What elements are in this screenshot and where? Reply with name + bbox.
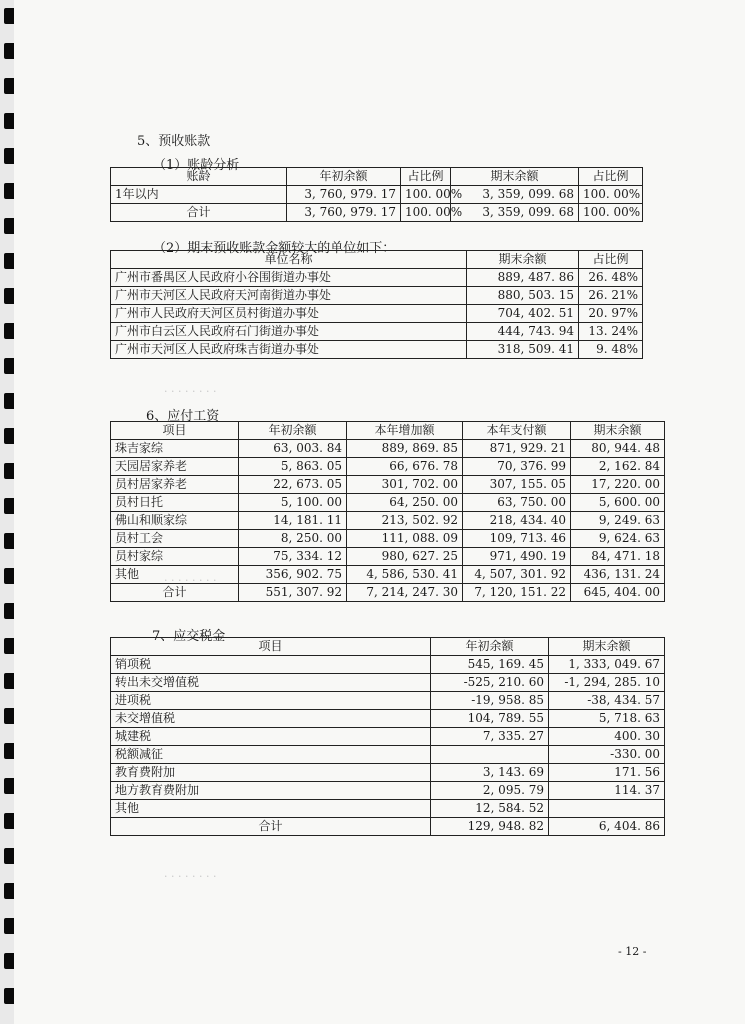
table-cell: 22, 673. 05 [239, 476, 347, 494]
table-cell: 70, 376. 99 [463, 458, 571, 476]
table-row [111, 186, 643, 204]
table-row [111, 674, 665, 692]
table-row [111, 476, 665, 494]
table-cell: 9, 249. 63 [571, 512, 665, 530]
table-cell: 551, 307. 92 [239, 584, 347, 602]
table-cell: 合计 [111, 584, 239, 602]
table-cell: 1, 333, 049. 67 [549, 656, 665, 674]
table-row [111, 764, 665, 782]
table-total-row [111, 584, 665, 602]
table-row [111, 305, 643, 323]
table-row [111, 494, 665, 512]
table-cell: 转出未交增值税 [111, 674, 431, 692]
table-cell: 100. 00% [401, 186, 451, 204]
table-cell: 100. 00% [579, 186, 643, 204]
section-5-title: 5、预收账款 [137, 134, 211, 149]
table-cell: 5, 863. 05 [239, 458, 347, 476]
column-header: 年初余额 [287, 168, 401, 186]
table-cell: 未交增值税 [111, 710, 431, 728]
table-row [111, 548, 665, 566]
table-cell: 员村家综 [111, 548, 239, 566]
table-cell: 珠吉家综 [111, 440, 239, 458]
table-cell: 26. 48% [579, 269, 643, 287]
table-cell: 其他 [111, 800, 431, 818]
bleed-through-text: · · · · · · · · [164, 574, 217, 587]
table-cell: 20. 97% [579, 305, 643, 323]
column-header: 年初余额 [239, 422, 347, 440]
table-cell: 84, 471. 18 [571, 548, 665, 566]
table-cell: 318, 509. 41 [467, 341, 579, 359]
column-header: 单位名称 [111, 251, 467, 269]
table-cell: 301, 702. 00 [347, 476, 463, 494]
table-cell: -19, 958. 85 [431, 692, 549, 710]
table-cell: 7, 214, 247. 30 [347, 584, 463, 602]
advance-receipts-aging-table [110, 167, 643, 222]
column-header: 期末余额 [571, 422, 665, 440]
table-cell: 合计 [111, 818, 431, 836]
table-cell: 9, 624. 63 [571, 530, 665, 548]
table-row [111, 728, 665, 746]
table-cell: 704, 402. 51 [467, 305, 579, 323]
aging-analysis-subtitle: （1）账龄分析 [153, 158, 240, 173]
table-cell: 3, 359, 099. 68 [451, 186, 579, 204]
table-row [111, 746, 665, 764]
table-cell: 5, 718. 63 [549, 710, 665, 728]
table-cell: 80, 944. 48 [571, 440, 665, 458]
table-cell: 5, 600. 00 [571, 494, 665, 512]
column-header: 占比例 [579, 251, 643, 269]
table-cell: 114. 37 [549, 782, 665, 800]
table-cell: 889, 869. 85 [347, 440, 463, 458]
table-cell: 64, 250. 00 [347, 494, 463, 512]
table-cell: 佛山和顺家综 [111, 512, 239, 530]
table-cell: 63, 750. 00 [463, 494, 571, 512]
table-cell: 104, 789. 55 [431, 710, 549, 728]
table-cell: -330. 00 [549, 746, 665, 764]
table-cell: 广州市天河区人民政府珠吉街道办事处 [111, 341, 467, 359]
table-cell: 1年以内 [111, 186, 287, 204]
table-cell: 871, 929. 21 [463, 440, 571, 458]
table-cell: 3, 143. 69 [431, 764, 549, 782]
table-cell: 2, 162. 84 [571, 458, 665, 476]
table-header-row [111, 251, 643, 269]
table-cell: -38, 434. 57 [549, 692, 665, 710]
table-cell: 889, 487. 86 [467, 269, 579, 287]
table-cell: 3, 760, 979. 17 [287, 204, 401, 222]
top-balances-subtitle: （2）期末预收账款金额较大的单位如下： [153, 241, 396, 256]
table-row [111, 800, 665, 818]
table-cell: 广州市白云区人民政府石门街道办事处 [111, 323, 467, 341]
table-header-row [111, 422, 665, 440]
table-row [111, 692, 665, 710]
table-row [111, 440, 665, 458]
table-cell: 城建税 [111, 728, 431, 746]
table-header-row [111, 638, 665, 656]
table-cell: 66, 676. 78 [347, 458, 463, 476]
table-row [111, 341, 643, 359]
table-row [111, 656, 665, 674]
table-cell: 645, 404. 00 [571, 584, 665, 602]
table-row [111, 269, 643, 287]
column-header: 项目 [111, 422, 239, 440]
table-cell: 129, 948. 82 [431, 818, 549, 836]
table-cell: 100. 00% [401, 204, 451, 222]
table-row [111, 782, 665, 800]
document-page [14, 0, 745, 1024]
table-cell: -525, 210. 60 [431, 674, 549, 692]
table-cell: 356, 902. 75 [239, 566, 347, 584]
table-cell: 地方教育费附加 [111, 782, 431, 800]
table-row [111, 512, 665, 530]
table-cell: 5, 100. 00 [239, 494, 347, 512]
table-cell: 天园居家养老 [111, 458, 239, 476]
table-cell: 广州市人民政府天河区员村街道办事处 [111, 305, 467, 323]
table-cell: 400. 30 [549, 728, 665, 746]
table-cell: 109, 713. 46 [463, 530, 571, 548]
table-cell: 3, 760, 979. 17 [287, 186, 401, 204]
taxes-payable-table [110, 637, 665, 836]
table-cell: 880, 503. 15 [467, 287, 579, 305]
table-cell: 3, 359, 099. 68 [451, 204, 579, 222]
table-row [111, 323, 643, 341]
column-header: 项目 [111, 638, 431, 656]
table-cell: 广州市番禺区人民政府小谷围街道办事处 [111, 269, 467, 287]
top-advance-receipts-table [110, 250, 643, 359]
table-cell: 436, 131. 24 [571, 566, 665, 584]
table-cell: 7, 120, 151. 22 [463, 584, 571, 602]
table-cell: 213, 502. 92 [347, 512, 463, 530]
wages-payable-table [110, 421, 665, 602]
table-cell: 广州市天河区人民政府天河南街道办事处 [111, 287, 467, 305]
table-row [111, 710, 665, 728]
table-cell: 444, 743. 94 [467, 323, 579, 341]
table-cell: 971, 490. 19 [463, 548, 571, 566]
table-cell [431, 746, 549, 764]
table-total-row [111, 204, 643, 222]
table-cell: 8, 250. 00 [239, 530, 347, 548]
bleed-through-text: · · · · · · · · [164, 385, 217, 398]
column-header: 期末余额 [549, 638, 665, 656]
table-row [111, 287, 643, 305]
table-cell: 171. 56 [549, 764, 665, 782]
table-cell: -1, 294, 285. 10 [549, 674, 665, 692]
table-cell: 6, 404. 86 [549, 818, 665, 836]
table-cell: 税额减征 [111, 746, 431, 764]
table-cell: 员村日托 [111, 494, 239, 512]
table-cell: 12, 584. 52 [431, 800, 549, 818]
section-6-title: 6、应付工资 [146, 409, 220, 424]
page-number: - 12 - [618, 945, 647, 958]
table-cell: 545, 169. 45 [431, 656, 549, 674]
table-cell: 980, 627. 25 [347, 548, 463, 566]
table-cell: 9. 48% [579, 341, 643, 359]
table-cell: 员村工会 [111, 530, 239, 548]
table-cell: 17, 220. 00 [571, 476, 665, 494]
table-row [111, 458, 665, 476]
column-header: 年初余额 [431, 638, 549, 656]
table-cell: 教育费附加 [111, 764, 431, 782]
table-header-row [111, 168, 643, 186]
table-row [111, 566, 665, 584]
table-cell: 14, 181. 11 [239, 512, 347, 530]
table-cell: 7, 335. 27 [431, 728, 549, 746]
table-cell: 111, 088. 09 [347, 530, 463, 548]
table-cell: 销项税 [111, 656, 431, 674]
table-cell: 307, 155. 05 [463, 476, 571, 494]
table-cell: 63, 003. 84 [239, 440, 347, 458]
table-cell: 4, 507, 301. 92 [463, 566, 571, 584]
column-header: 占比例 [401, 168, 451, 186]
section-7-title: 7、应交税金 [152, 629, 226, 644]
bleed-through-text: · · · · · · · · [164, 870, 217, 883]
column-header: 账龄 [111, 168, 287, 186]
table-cell: 4, 586, 530. 41 [347, 566, 463, 584]
column-header: 期末余额 [467, 251, 579, 269]
table-cell: 100. 00% [579, 204, 643, 222]
table-cell: 进项税 [111, 692, 431, 710]
column-header: 占比例 [579, 168, 643, 186]
table-cell: 26. 21% [579, 287, 643, 305]
table-cell: 2, 095. 79 [431, 782, 549, 800]
table-cell: 员村居家养老 [111, 476, 239, 494]
table-cell: 75, 334. 12 [239, 548, 347, 566]
table-total-row [111, 818, 665, 836]
table-cell: 其他 [111, 566, 239, 584]
column-header: 本年支付额 [463, 422, 571, 440]
table-cell: 合计 [111, 204, 287, 222]
table-cell: 13. 24% [579, 323, 643, 341]
column-header: 期末余额 [451, 168, 579, 186]
table-cell: 218, 434. 40 [463, 512, 571, 530]
table-row [111, 530, 665, 548]
column-header: 本年增加额 [347, 422, 463, 440]
table-cell [549, 800, 665, 818]
